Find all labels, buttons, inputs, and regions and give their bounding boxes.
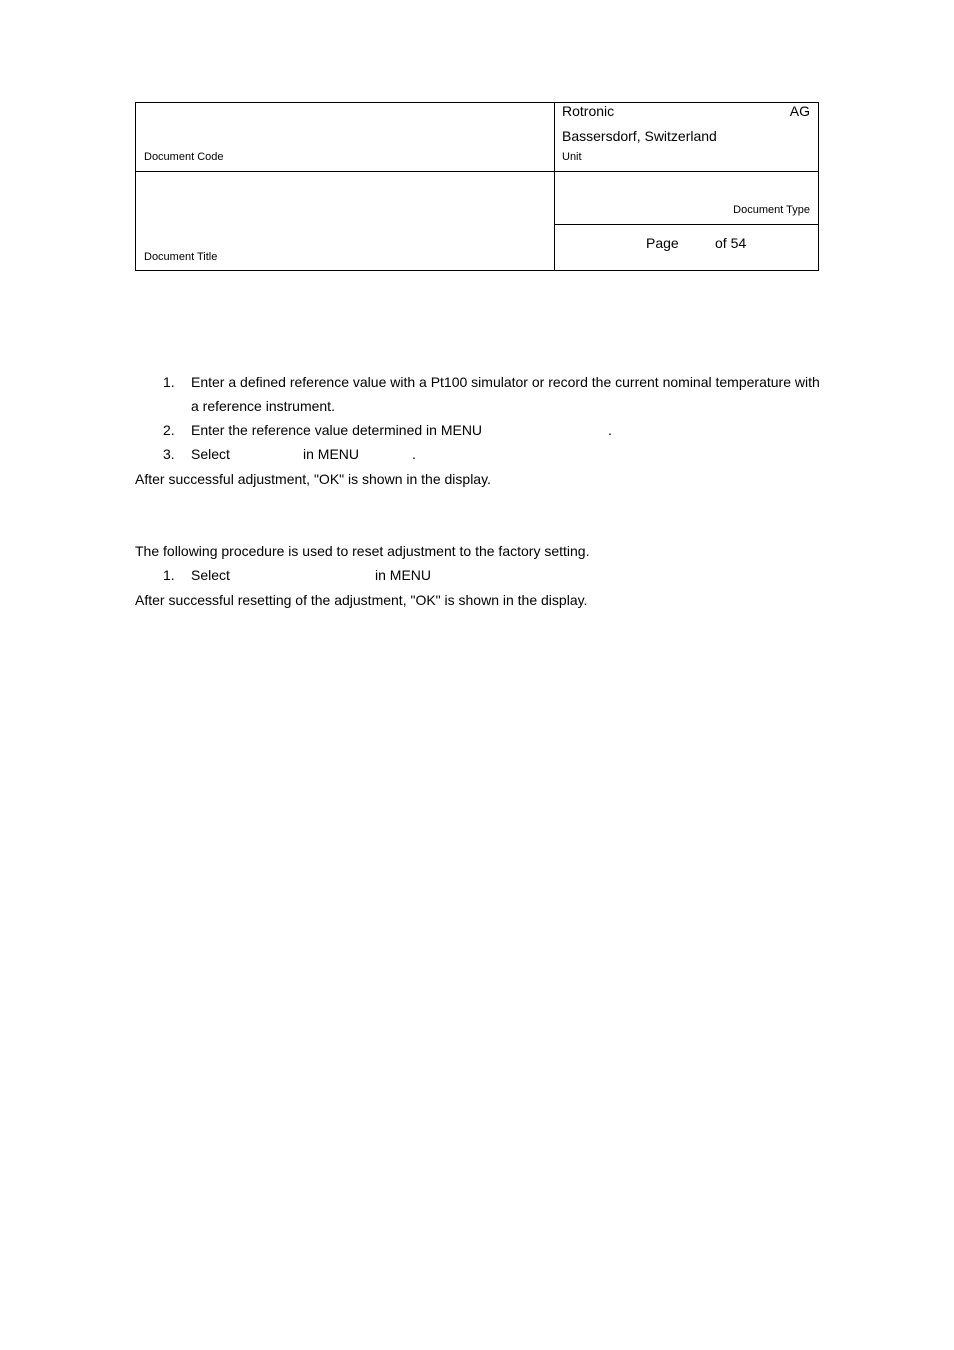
unit-label: Unit — [562, 151, 582, 163]
header-right-divider — [554, 224, 818, 225]
reset-step-1-mid: in MENU — [375, 567, 432, 583]
company-suffix: AG — [789, 103, 810, 119]
company-location: Bassersdorf, Switzerland — [562, 128, 717, 144]
step-3-tail: . — [412, 446, 416, 462]
header-vertical-divider — [554, 103, 555, 270]
step-3-text: Select — [191, 446, 230, 462]
step-number: 3. — [163, 446, 175, 462]
step-2-tail: . — [608, 422, 612, 438]
document-header-table — [135, 102, 819, 271]
reset-result-text: After successful resetting of the adjustment, "OK" is shown in the display. — [135, 592, 588, 608]
step-number: 1. — [163, 567, 175, 583]
step-1-text-line-2: a reference instrument. — [191, 398, 335, 414]
step-2-text: Enter the reference value determined in MENU — [191, 422, 483, 438]
adjustment-result-text: After successful adjustment, "OK" is shown in the display. — [135, 471, 491, 487]
company-name: Rotronic — [562, 103, 615, 119]
step-number: 2. — [163, 422, 175, 438]
document-title-label: Document Title — [144, 251, 218, 263]
reset-intro-text: The following procedure is used to reset adjustment to the factory setting. — [135, 543, 590, 559]
document-type-label: Document Type — [733, 204, 810, 216]
header-horizontal-divider — [136, 171, 818, 172]
step-1-text-line-1: Enter a defined reference value with a Pt100 simulator or record the current nominal temperature with — [191, 374, 820, 390]
page-label: Page — [646, 235, 679, 251]
document-code-label: Document Code — [144, 151, 224, 163]
step-3-mid: in MENU — [303, 446, 360, 462]
reset-step-1-text: Select — [191, 567, 230, 583]
step-number: 1. — [163, 374, 175, 390]
page-count: of 54 — [715, 235, 747, 251]
